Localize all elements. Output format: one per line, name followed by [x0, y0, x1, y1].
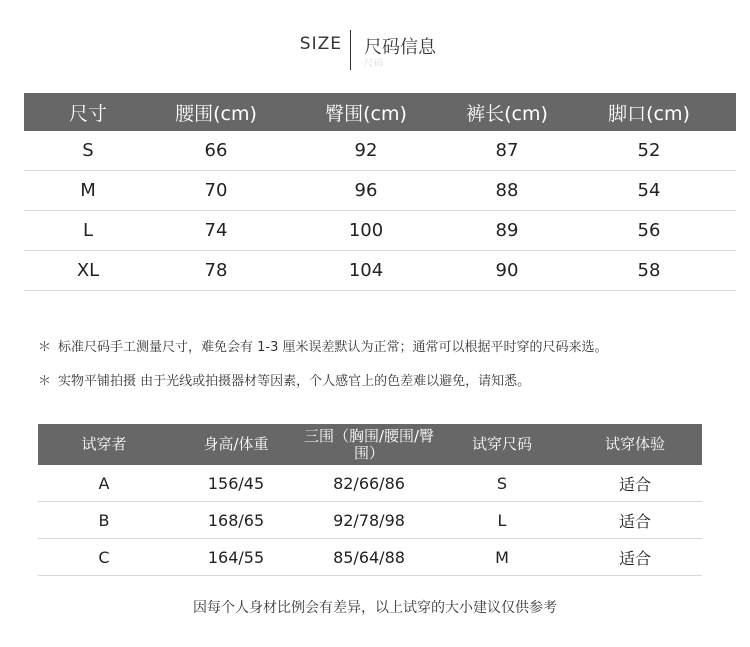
table-row: [38, 539, 702, 576]
trial-table: [38, 424, 702, 576]
size-table-header-row: [24, 93, 736, 131]
table-cell: C: [38, 539, 170, 576]
size-table: [24, 93, 736, 291]
title-divider: [350, 30, 351, 70]
table-cell: 89: [452, 211, 562, 251]
header-height-weight: 身高/体重: [170, 424, 302, 465]
table-cell: 52: [562, 131, 736, 171]
measurement-note: [38, 336, 608, 355]
table-cell: 适合: [568, 502, 702, 539]
table-row: [24, 251, 736, 291]
title-chinese: 尺码信息: [364, 37, 436, 58]
table-cell: 156/45: [170, 465, 302, 502]
table-cell: 96: [280, 171, 452, 211]
table-row: [38, 502, 702, 539]
table-row: [38, 465, 702, 502]
table-cell: 54: [562, 171, 736, 211]
table-cell: 164/55: [170, 539, 302, 576]
table-cell: S: [436, 465, 568, 502]
table-cell: 92: [280, 131, 452, 171]
table-cell: 168/65: [170, 502, 302, 539]
section-title: [0, 30, 750, 70]
table-cell: B: [38, 502, 170, 539]
table-cell: 85/64/88: [302, 539, 436, 576]
asterisk-icon: ＊: [38, 374, 52, 389]
header-trial-size: 试穿尺码: [436, 424, 568, 465]
title-english: SIZE: [299, 34, 342, 54]
table-row: [24, 131, 736, 171]
table-row: [24, 171, 736, 211]
note-text: 实物平铺拍摄 由于光线或拍摄器材等因素，个人感官上的色差难以避免，请知悉。: [58, 374, 531, 389]
color-note: [38, 370, 530, 389]
table-cell: 87: [452, 131, 562, 171]
table-cell: 100: [280, 211, 452, 251]
table-cell: M: [24, 171, 152, 211]
table-cell: 88: [452, 171, 562, 211]
table-cell: 90: [452, 251, 562, 291]
table-cell: 适合: [568, 539, 702, 576]
table-cell: 78: [152, 251, 280, 291]
asterisk-icon: ＊: [38, 340, 52, 355]
header-tester: 试穿者: [38, 424, 170, 465]
table-cell: M: [436, 539, 568, 576]
table-cell: 104: [280, 251, 452, 291]
header-measurements: 三围（胸围/腰围/臀围）: [302, 424, 436, 465]
header-fit: 试穿体验: [568, 424, 702, 465]
header-waist: 腰围(cm): [152, 93, 280, 131]
table-cell: 适合: [568, 465, 702, 502]
table-cell: S: [24, 131, 152, 171]
note-text: 标准尺码手工测量尺寸，难免会有 1-3 厘米误差默认为正常；通常可以根据平时穿的尺码来选。: [58, 340, 608, 355]
table-cell: 92/78/98: [302, 502, 436, 539]
header-hip: 臀围(cm): [280, 93, 452, 131]
table-cell: 56: [562, 211, 736, 251]
header-hem: 脚口(cm): [562, 93, 736, 131]
title-faint-text: 尺码: [364, 59, 385, 69]
table-cell: L: [436, 502, 568, 539]
table-cell: XL: [24, 251, 152, 291]
table-cell: 70: [152, 171, 280, 211]
table-cell: 66: [152, 131, 280, 171]
table-row: [24, 211, 736, 251]
table-cell: L: [24, 211, 152, 251]
header-size: 尺寸: [24, 93, 152, 131]
header-length: 裤长(cm): [452, 93, 562, 131]
table-cell: 74: [152, 211, 280, 251]
table-cell: 58: [562, 251, 736, 291]
trial-table-header-row: [38, 424, 702, 465]
footer-disclaimer: 因每个人身材比例会有差异，以上试穿的大小建议仅供参考: [193, 600, 557, 616]
table-cell: A: [38, 465, 170, 502]
table-cell: 82/66/86: [302, 465, 436, 502]
